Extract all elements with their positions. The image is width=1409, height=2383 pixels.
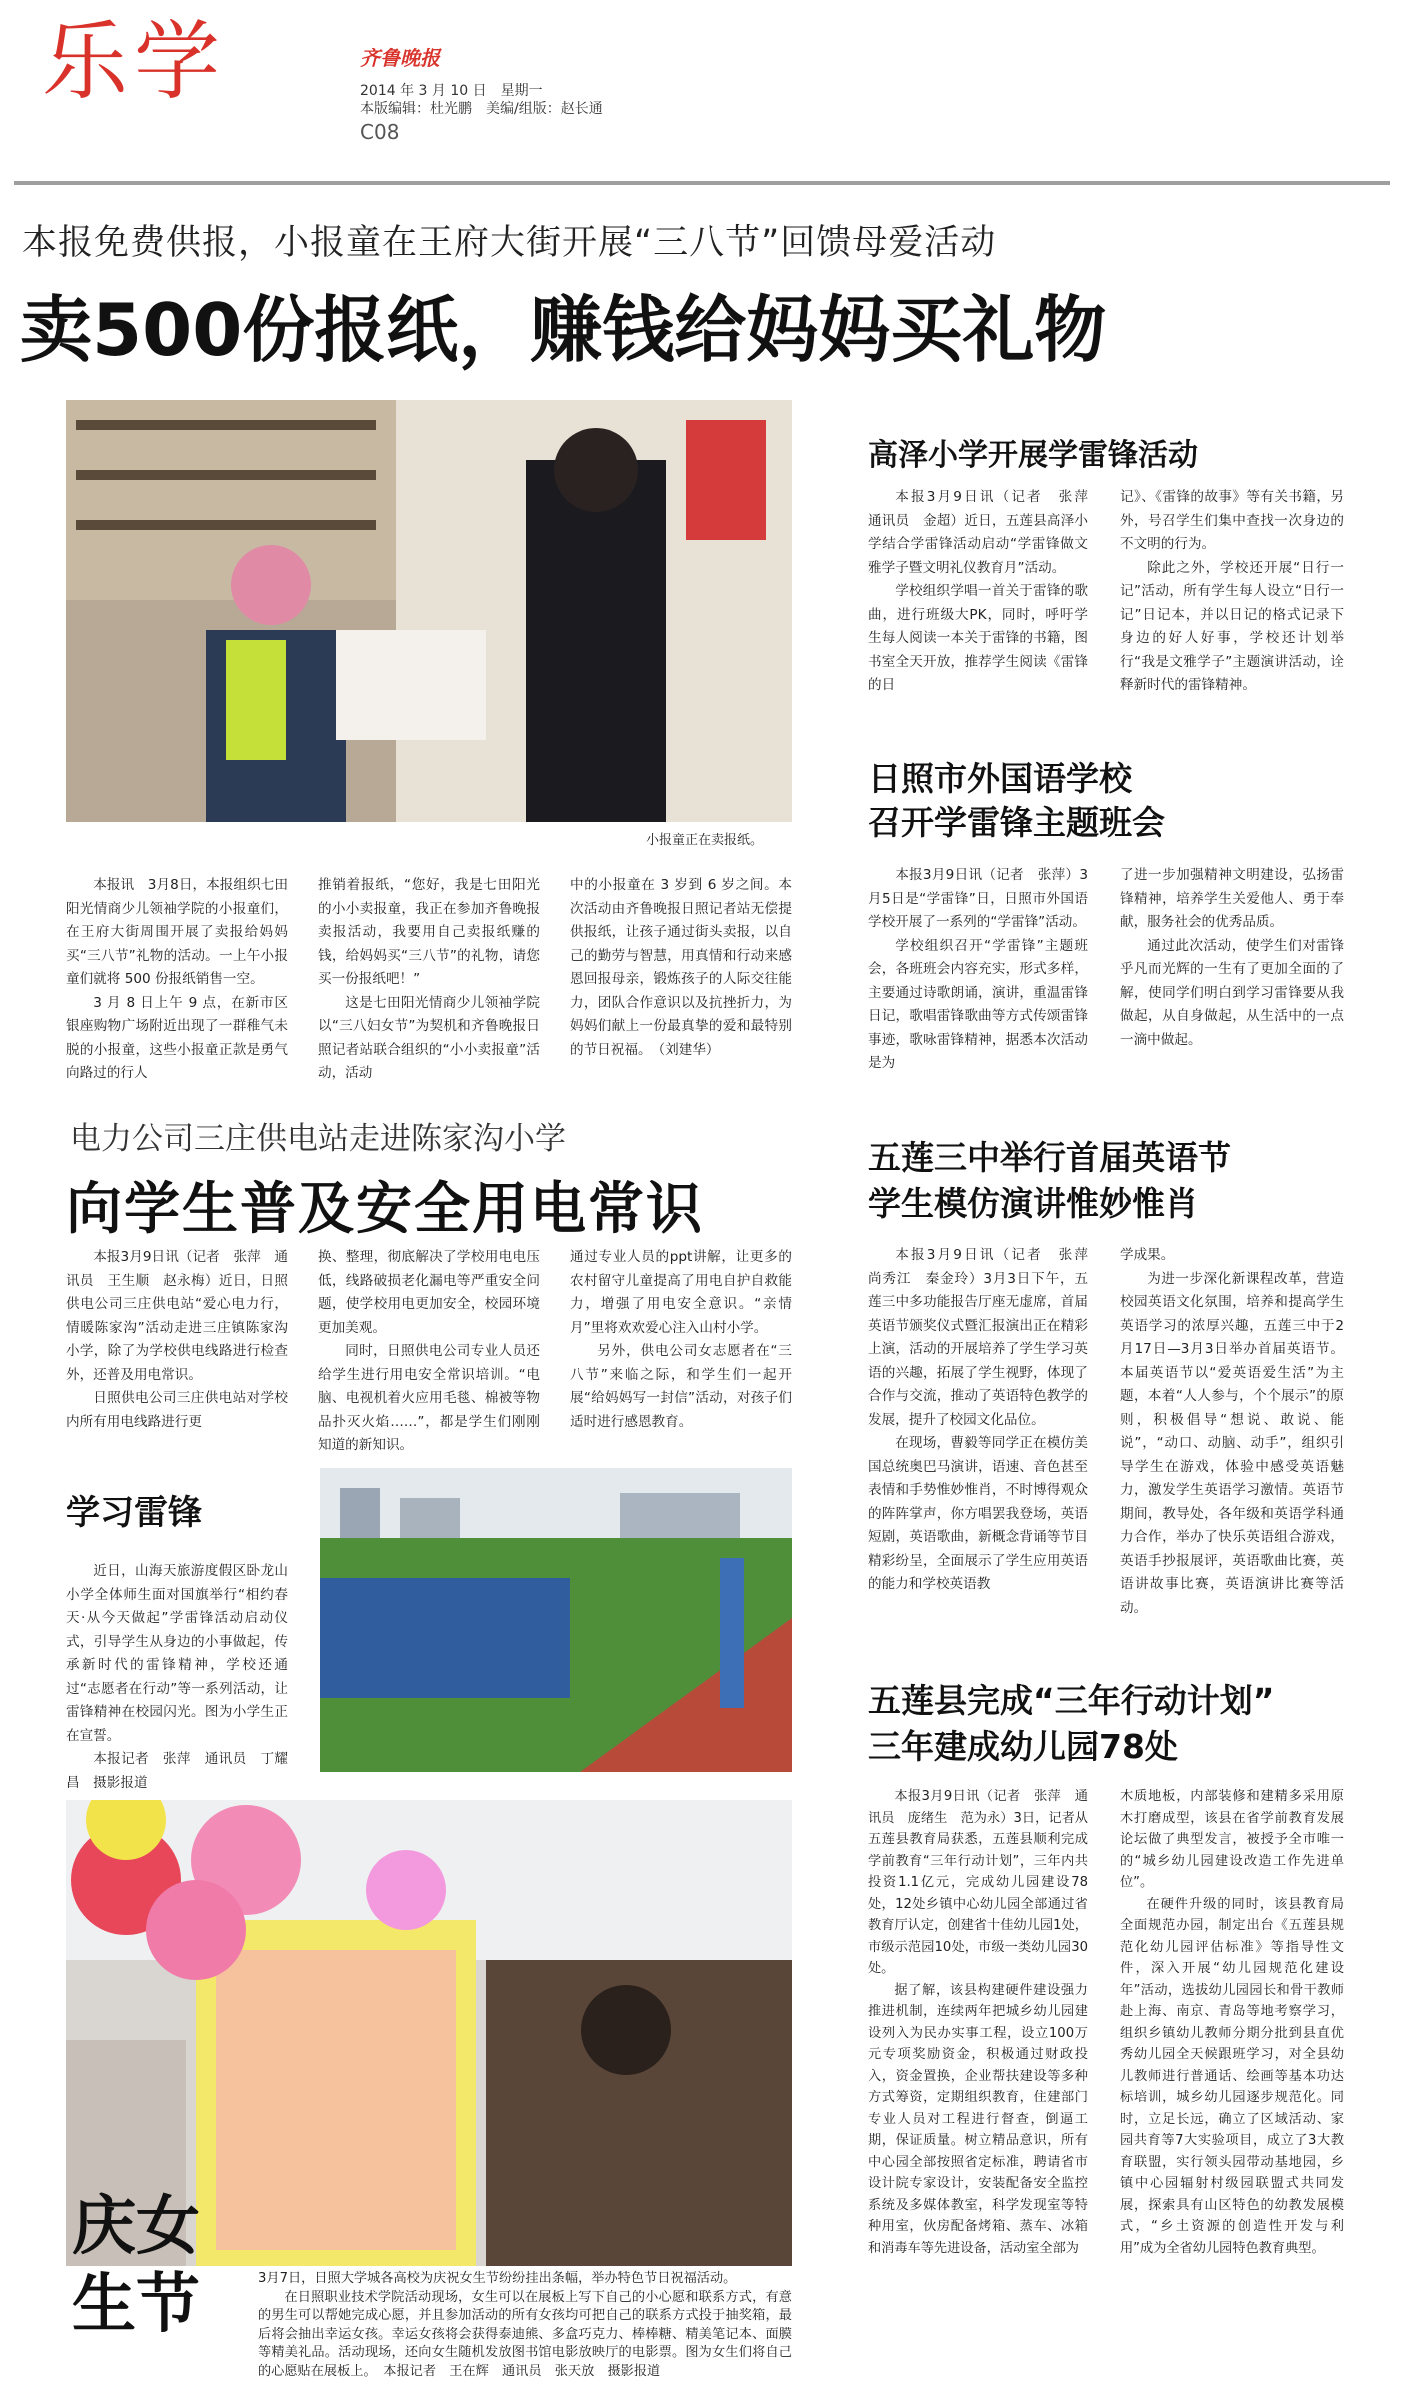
lead-col-3: 中的小报童在 3 岁到 6 岁之间。本次活动由齐鲁晚报日照记者站无偿提供报纸，让孩子通过街头卖报，以自己的勤劳与智慧，用真情和行动来感恩回报母亲，锻炼孩子的人际交往能力，团队合作意识以及抗挫折力，为妈妈们献上一份最真挚的爱和最特别的节日祝福。 （刘建华） (570, 877, 792, 1058)
section-title: 乐学 (42, 12, 226, 112)
gaoze-headline: 高泽小学开展学雷锋活动 (868, 438, 1198, 473)
rizhao-headline: 日照市外国语学校 召开学雷锋主题班会 (868, 759, 1165, 842)
lead-photo-caption: 小报童正在卖报纸。 (646, 833, 764, 848)
english-col-2: 学成果。 为进一步深化新课程改革，营造校园英语文化氛围，培养和提高学生英语学习的浓厚兴趣，五莲三中于2月17日—3月3日举办首届英语节。本届英语节以“爱英语爱生活”为主题，本着“人人参与，个个展示”的原则，积极倡导“想说、敢说、能说”，“动口、动脑、动手”，组织引导学生在游戏，体验中感受英语魅力，激发学生英语学习激情。英语节期间，教导处，各年级和英语学科通力合作，举办了快乐英语组合游戏，英语手抄报展评，英语歌曲比赛，英语讲故事比赛，英语演讲比赛等活动。 (1120, 1247, 1344, 1616)
english-col-1: 本报3月9日讯（记者 张萍 尚秀江 秦金玲）3月3日下午，五莲三中多功能报告厅座无虚席，首届英语节颁奖仪式暨汇报演出正在精彩上演，活动的开展培养了学生学习英语的兴趣，拓展了学生视野，体现了合作与交流，推动了英语特色教学的发展，提升了校园文化品位。 在现场，曹毅等同学正在模仿美国总统奥巴马演讲，语速、音色甚至表情和手势惟妙惟肖，不时博得观众的阵阵掌声，你方唱罢我登场，英语短剧，英语歌曲，新概念背诵等节目精彩纷呈，全面展示了学生应用英语的能力和学校英语教 (868, 1247, 1102, 1592)
masthead-rule (14, 181, 1390, 185)
womensday-headline: 庆女生节 (72, 2190, 200, 2342)
newspaper-logo: 齐鲁晚报 (360, 46, 440, 70)
gaoze-col-2: 记》、《雷锋的故事》等有关书籍，另外，号召学生们集中查找一次身边的不文明的行为。 除此之外，学校还开展“日行一记”活动，所有学生每人设立“日行一记”日记本，并以日记的格式记录下身边的好人好事，学校还计划举行“我是文雅学子”主题演讲活动，诠释新时代的雷锋精神。 (1120, 489, 1344, 693)
power-col-3: 通过专业人员的ppt讲解，让更多的农村留守儿童提高了用电自护自救能力，增强了用电安全意识。“亲情月”里将欢欢爱心注入山村小学。 另外，供电公司女志愿者在“三八节”来临之际，和学生们一起开展“给妈妈写一封信”活动，对孩子们适时进行感恩教育。 (570, 1249, 792, 1430)
page-number: C08 (360, 120, 400, 144)
leifeng-headline: 学习雷锋 (66, 1493, 202, 1533)
lead-headline: 卖500份报纸，赚钱给妈妈买礼物 (20, 288, 1107, 372)
lead-kicker: 本报免费供报，小报童在王府大街开展“三八节”回馈母爱活动 (22, 223, 997, 263)
wulian-col-2: 木质地板，内部装修和建精多采用原木打磨成型，该县在省学前教育发展论坛做了典型发言，被授予全市唯一的“城乡幼儿园建设改造工作先进单位”。 在硬件升级的同时，该县教育局全面规范办园，制定出台《五莲县规范化幼儿园评估标准》等指导性文件，深入开展“幼儿园规范化建设年”活动，选拔幼儿园园长和骨干教师赴上海、南京、青岛等地考察学习，组织乡镇幼儿教师分期分批到县直优秀幼儿园全天候跟班学习，对全县幼儿教师进行普通话、绘画等基本功达标培训，城乡幼儿园逐步规范化。同时，立足长远，确立了区域活动、家园共育等7大实验项目，成立了3大教育联盟，实行领头园带动基地园，乡镇中心园辐射村级园联盟式共同发展，探索具有山区特色的幼教发展模式，“乡土资源的创造性开发与利用”成为全省幼儿园特色教育典型。 (1120, 1789, 1344, 2256)
wulian-col-1: 本报3月9日讯（记者 张萍 通讯员 庞绪生 范为永）3日，记者从五莲县教育局获悉，五莲县顺利完成学前教育“三年行动计划”，三年内共投资1.1亿元，完成幼儿园建设78处，12处乡镇中心幼儿园全部通过省教育厅认定，创建省十佳幼儿园1处，市级示范园10处，市级一类幼儿园30处。 据了解，该县构建硬件建设强力推进机制，连续两年把城乡幼儿园建设列入为民办实事工程，设立100万元专项奖励资金，积极通过财政投入，资金置换，企业帮扶建设等多种方式筹资，定期组织教育，住建部门专业人员对工程进行督查，倒逼工期，保证质量。树立精品意识，所有中心园全部按照省定标准，聘请省市设计院专家设计，安装配备安全监控系统及多媒体教室，科学发现室等特种用室，伙房配备烤箱、蒸车、冰箱和消毒车等先进设备，活动室全部为 (868, 1789, 1088, 2256)
page-editors: 本版编辑：杜光鹏 美编/组版：赵长通 (360, 101, 603, 117)
leifeng-text: 近日，山海天旅游度假区卧龙山小学全体师生面对国旗举行“相约春天·从今天做起”学雷锋活动启动仪式，引导学生从身边的小事做起，传承新时代的雷锋精神，学校还通过“志愿者在行动”等一系列活动，让雷锋精神在校园闪光。图为小学生正在宣誓。 本报记者 张萍 通讯员 丁耀昌 摄影报道 (66, 1563, 288, 1791)
lead-col-2: 推销着报纸，“您好，我是七田阳光的小小卖报童，我正在参加齐鲁晚报卖报活动，我要用自己卖报纸赚的钱，给妈妈买“三八节”的礼物，请您买一份报纸吧！” 这是七田阳光情商少儿领袖学院以“三八妇女节”为契机和齐鲁晚报日照记者站联合组织的“小小卖报童”活动，活动 (318, 877, 540, 1081)
leifeng-photo (320, 1468, 792, 1772)
gaoze-col-1: 本报3月9日讯（记者 张萍 通讯员 金超）近日，五莲县高泽小学结合学雷锋活动启动“学雷锋做文雅学子暨文明礼仪教育月”活动。 学校组织学唱一首关于雷锋的歌曲，进行班级大PK，同时，呼吁学生每人阅读一本关于雷锋的书籍，图书室全天开放，推荐学生阅读《雷锋的日 (868, 489, 1102, 693)
lead-col-1: 本报讯 3月8日，本报组织七田阳光情商少儿领袖学院的小报童们，在王府大街周围开展了卖报给妈妈买“三八节”礼物的活动。一上午小报童们就将 500 份报纸销售一空。 3 月 8 日上午 9 点，在新市区银座购物广场附近出现了一群稚气未脱的小报童，这些小报童正款是勇气向路过的行人 (66, 877, 288, 1081)
power-kicker: 电力公司三庄供电站走进陈家沟小学 (70, 1121, 566, 1157)
power-headline: 向学生普及安全用电常识 (66, 1177, 704, 1242)
power-col-1: 本报3月9日讯（记者 张萍 通讯员 王生顺 赵永梅）近日，日照供电公司三庄供电站“爱心电力行，情暖陈家沟”活动走进三庄镇陈家沟小学，除了为学校供电线路进行检查外，还普及用电常识。 日照供电公司三庄供电站对学校内所有用电线路进行更 (66, 1249, 288, 1430)
power-col-2: 换、整理，彻底解决了学校用电电压低，线路破损老化漏电等严重安全问题，使学校用电更加安全，校园环境更加美观。 同时，日照供电公司专业人员还给学生进行用电安全常识培训。“电脑、电视机着火应用毛毯、棉被等物品扑灭火焰……”，都是学生们刚刚知道的新知识。 (318, 1249, 540, 1453)
rizhao-col-1: 本报3月9日讯（记者 张萍）3月5日是“学雷锋”日，日照市外国语学校开展了一系列的“学雷锋”活动。 学校组织召开“学雷锋”主题班会，各班班会内容充实，形式多样，主要通过诗歌朗诵，演讲，重温雷锋日记，歌唱雷锋歌曲等方式传颂雷锋事迹，歌咏雷锋精神，据悉本次活动是为 (868, 867, 1088, 1071)
issue-date: 2014 年 3 月 10 日 星期一 (360, 83, 543, 99)
wulian-headline: 五莲县完成“三年行动计划” 三年建成幼儿园78处 (868, 1681, 1275, 1766)
rizhao-col-2: 了进一步加强精神文明建设，弘扬雷锋精神，培养学生关爱他人、勇于奉献，服务社会的优秀品质。 通过此次活动，使学生们对雷锋乎凡而光辉的一生有了更加全面的了解，使同学们明白到学习雷锋要从我做起，从自身做起，从生活中的一点一滴中做起。 (1120, 867, 1344, 1048)
lead-photo (66, 400, 792, 822)
english-headline: 五莲三中举行首届英语节 学生模仿演讲惟妙惟肖 (868, 1138, 1231, 1223)
womensday-text: 3月7日，日照大学城各高校为庆祝女生节纷纷挂出条幅，举办特色节日祝福活动。 在日照职业技术学院活动现场，女生可以在展板上写下自己的小心愿和联系方式，有意的男生可以帮她完成心愿，并且参加活动的所有女孩均可把自己的联系方式投于抽奖箱，最后将会抽出幸运女孩。幸运女孩将会获得泰迪熊、多盒巧克力、棒棒糖、精美笔记本、面膜等精美礼品。活动现场，还向女生随机发放图书馆电影放映厅的电影票。图为女生们将自己的心愿贴在展板上。 本报记者 王在辉 通讯员 张天放 摄影报道 (258, 2271, 792, 2379)
